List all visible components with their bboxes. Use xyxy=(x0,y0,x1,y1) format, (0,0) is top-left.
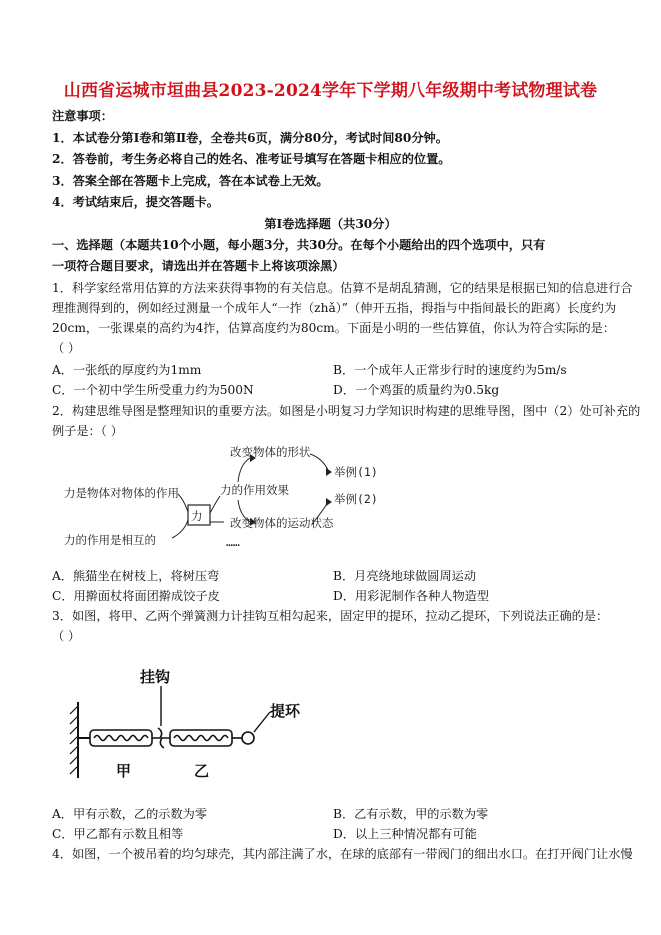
q2-option-a: A．熊猫坐在树枝上，将树压弯 xyxy=(52,569,220,583)
mind-map-diagram xyxy=(60,440,400,552)
ring-label: 提环 xyxy=(270,702,301,720)
q2-option-b: B．月亮绕地球做圆周运动 xyxy=(333,569,477,583)
ring-pointer xyxy=(254,712,270,732)
q1-option-d: D．一个鸡蛋的质量约为0.5kg xyxy=(333,383,500,397)
yi-pull-ring xyxy=(242,732,254,744)
jia-hook xyxy=(152,728,162,738)
connector-left-top xyxy=(178,494,188,512)
hook-label: 挂钩 xyxy=(140,668,171,686)
effect-label: 力的作用效果 xyxy=(220,483,289,497)
arrow-ex2 xyxy=(326,498,332,506)
q3-option-c: C．甲乙都有示数且相等 xyxy=(52,827,184,841)
note-item-3: 3．答案全部在答题卡上完成，答在本试卷上无效。 xyxy=(52,174,329,188)
yi-hook xyxy=(160,738,170,748)
q1-option-a: A．一张纸的厚度约为1mm xyxy=(52,363,202,377)
connector-left-bottom xyxy=(172,520,188,538)
left-bottom-label: 力的作用是相互的 xyxy=(64,533,156,547)
shape-label: 改变物体的形状 xyxy=(230,445,311,459)
q1-option-c: C．一个初中学生所受重力约为500N xyxy=(52,383,254,397)
q3-stem-line2: （ ） xyxy=(52,629,81,643)
yi-label: 乙 xyxy=(194,762,210,780)
q1-option-b: B．一个成年人正常步行时的速度约为5m/s xyxy=(333,363,567,377)
q4-stem-line1: 4．如图，一个被吊着的均匀球壳，其内部注满了水，在球的底部有一带阀门的细出水口。在打开阀门让水慢 xyxy=(52,847,633,861)
q3-option-d: D．以上三种情况都有可能 xyxy=(333,827,477,841)
note-item-1: 1．本试卷分第Ⅰ卷和第Ⅱ卷，全卷共6页，满分80分，考试时间80分钟。 xyxy=(52,131,448,145)
yi-spring xyxy=(174,736,228,741)
q1-answer-paren: （ ） xyxy=(52,341,81,355)
example-2-label: 举例(2) xyxy=(334,492,378,506)
note-item-4: 4．考试结束后，提交答题卡。 xyxy=(52,195,219,209)
jia-spring xyxy=(94,736,148,741)
section1-instruction-line1: 一、选择题（本题共10个小题，每小题3分，共30分。在每个小题给出的四个选项中，只有 xyxy=(52,238,546,252)
spring-scales-diagram xyxy=(64,660,334,790)
q2-stem-line1: 2．构建思维导图是整理知识的重要方法。如图是小明复习力学知识时构建的思维导图，图中（2）处可补充的 xyxy=(52,404,641,418)
example-1-label: 举例(1) xyxy=(334,465,378,479)
q1-stem-line1: 1．科学家经常用估算的方法来获得事物的有关信息。估算不是胡乱猜测，它的结果是根据已知的信息进行合 xyxy=(52,281,633,295)
notes-heading: 注意事项： xyxy=(52,109,113,123)
note-item-2: 2．答卷前，考生务必将自己的姓名、准考证号填写在答题卡相应的位置。 xyxy=(52,152,451,166)
dots-label: …… xyxy=(226,535,240,549)
q3-option-b: B．乙有示数，甲的示数为零 xyxy=(333,807,489,821)
section1-instruction-line2: 一项符合题目要求，请选出并在答题卡上将该项涂黑） xyxy=(52,259,345,273)
connector-ex1 xyxy=(310,454,328,470)
arrow-ex1 xyxy=(326,468,332,476)
wall-hatching xyxy=(70,706,78,774)
jia-label: 甲 xyxy=(116,762,132,780)
center-label: 力 xyxy=(191,509,203,523)
q2-option-d: D．用彩泥制作各种人物造型 xyxy=(333,589,490,603)
connector-effect xyxy=(210,496,220,513)
q2-stem-line2: 例子是：（ ） xyxy=(52,424,123,438)
q1-stem-line3: 20cm，一张课桌的高约为4拃，估算高度约为80cm。下面是小明的一些估算值，你认为符合实际的是： xyxy=(52,321,616,335)
exam-title: 山西省运城市垣曲县2023-2024学年下学期八年级期中考试物理试卷 xyxy=(63,81,598,101)
part1-title: 第Ⅰ卷选择题（共30分） xyxy=(264,217,397,231)
left-top-label: 力是物体对物体的作用 xyxy=(64,486,179,500)
q3-option-a: A．甲有示数，乙的示数为零 xyxy=(52,807,208,821)
motion-label: 改变物体的运动状态 xyxy=(230,516,334,530)
q2-option-c: C．用擀面杖将面团擀成饺子皮 xyxy=(52,589,220,603)
connector-shape xyxy=(238,458,250,482)
q3-stem-line1: 3．如图，将甲、乙两个弹簧测力计挂钩互相勾起来，固定甲的提环，拉动乙提环，下列说法正确的是： xyxy=(52,609,609,623)
q1-stem-line2: 理推测得到的，例如经过测量一个成年人“一拃（zhǎ）”（伸开五指，拇指与中指间最长的距离）长度约为 xyxy=(52,301,617,315)
